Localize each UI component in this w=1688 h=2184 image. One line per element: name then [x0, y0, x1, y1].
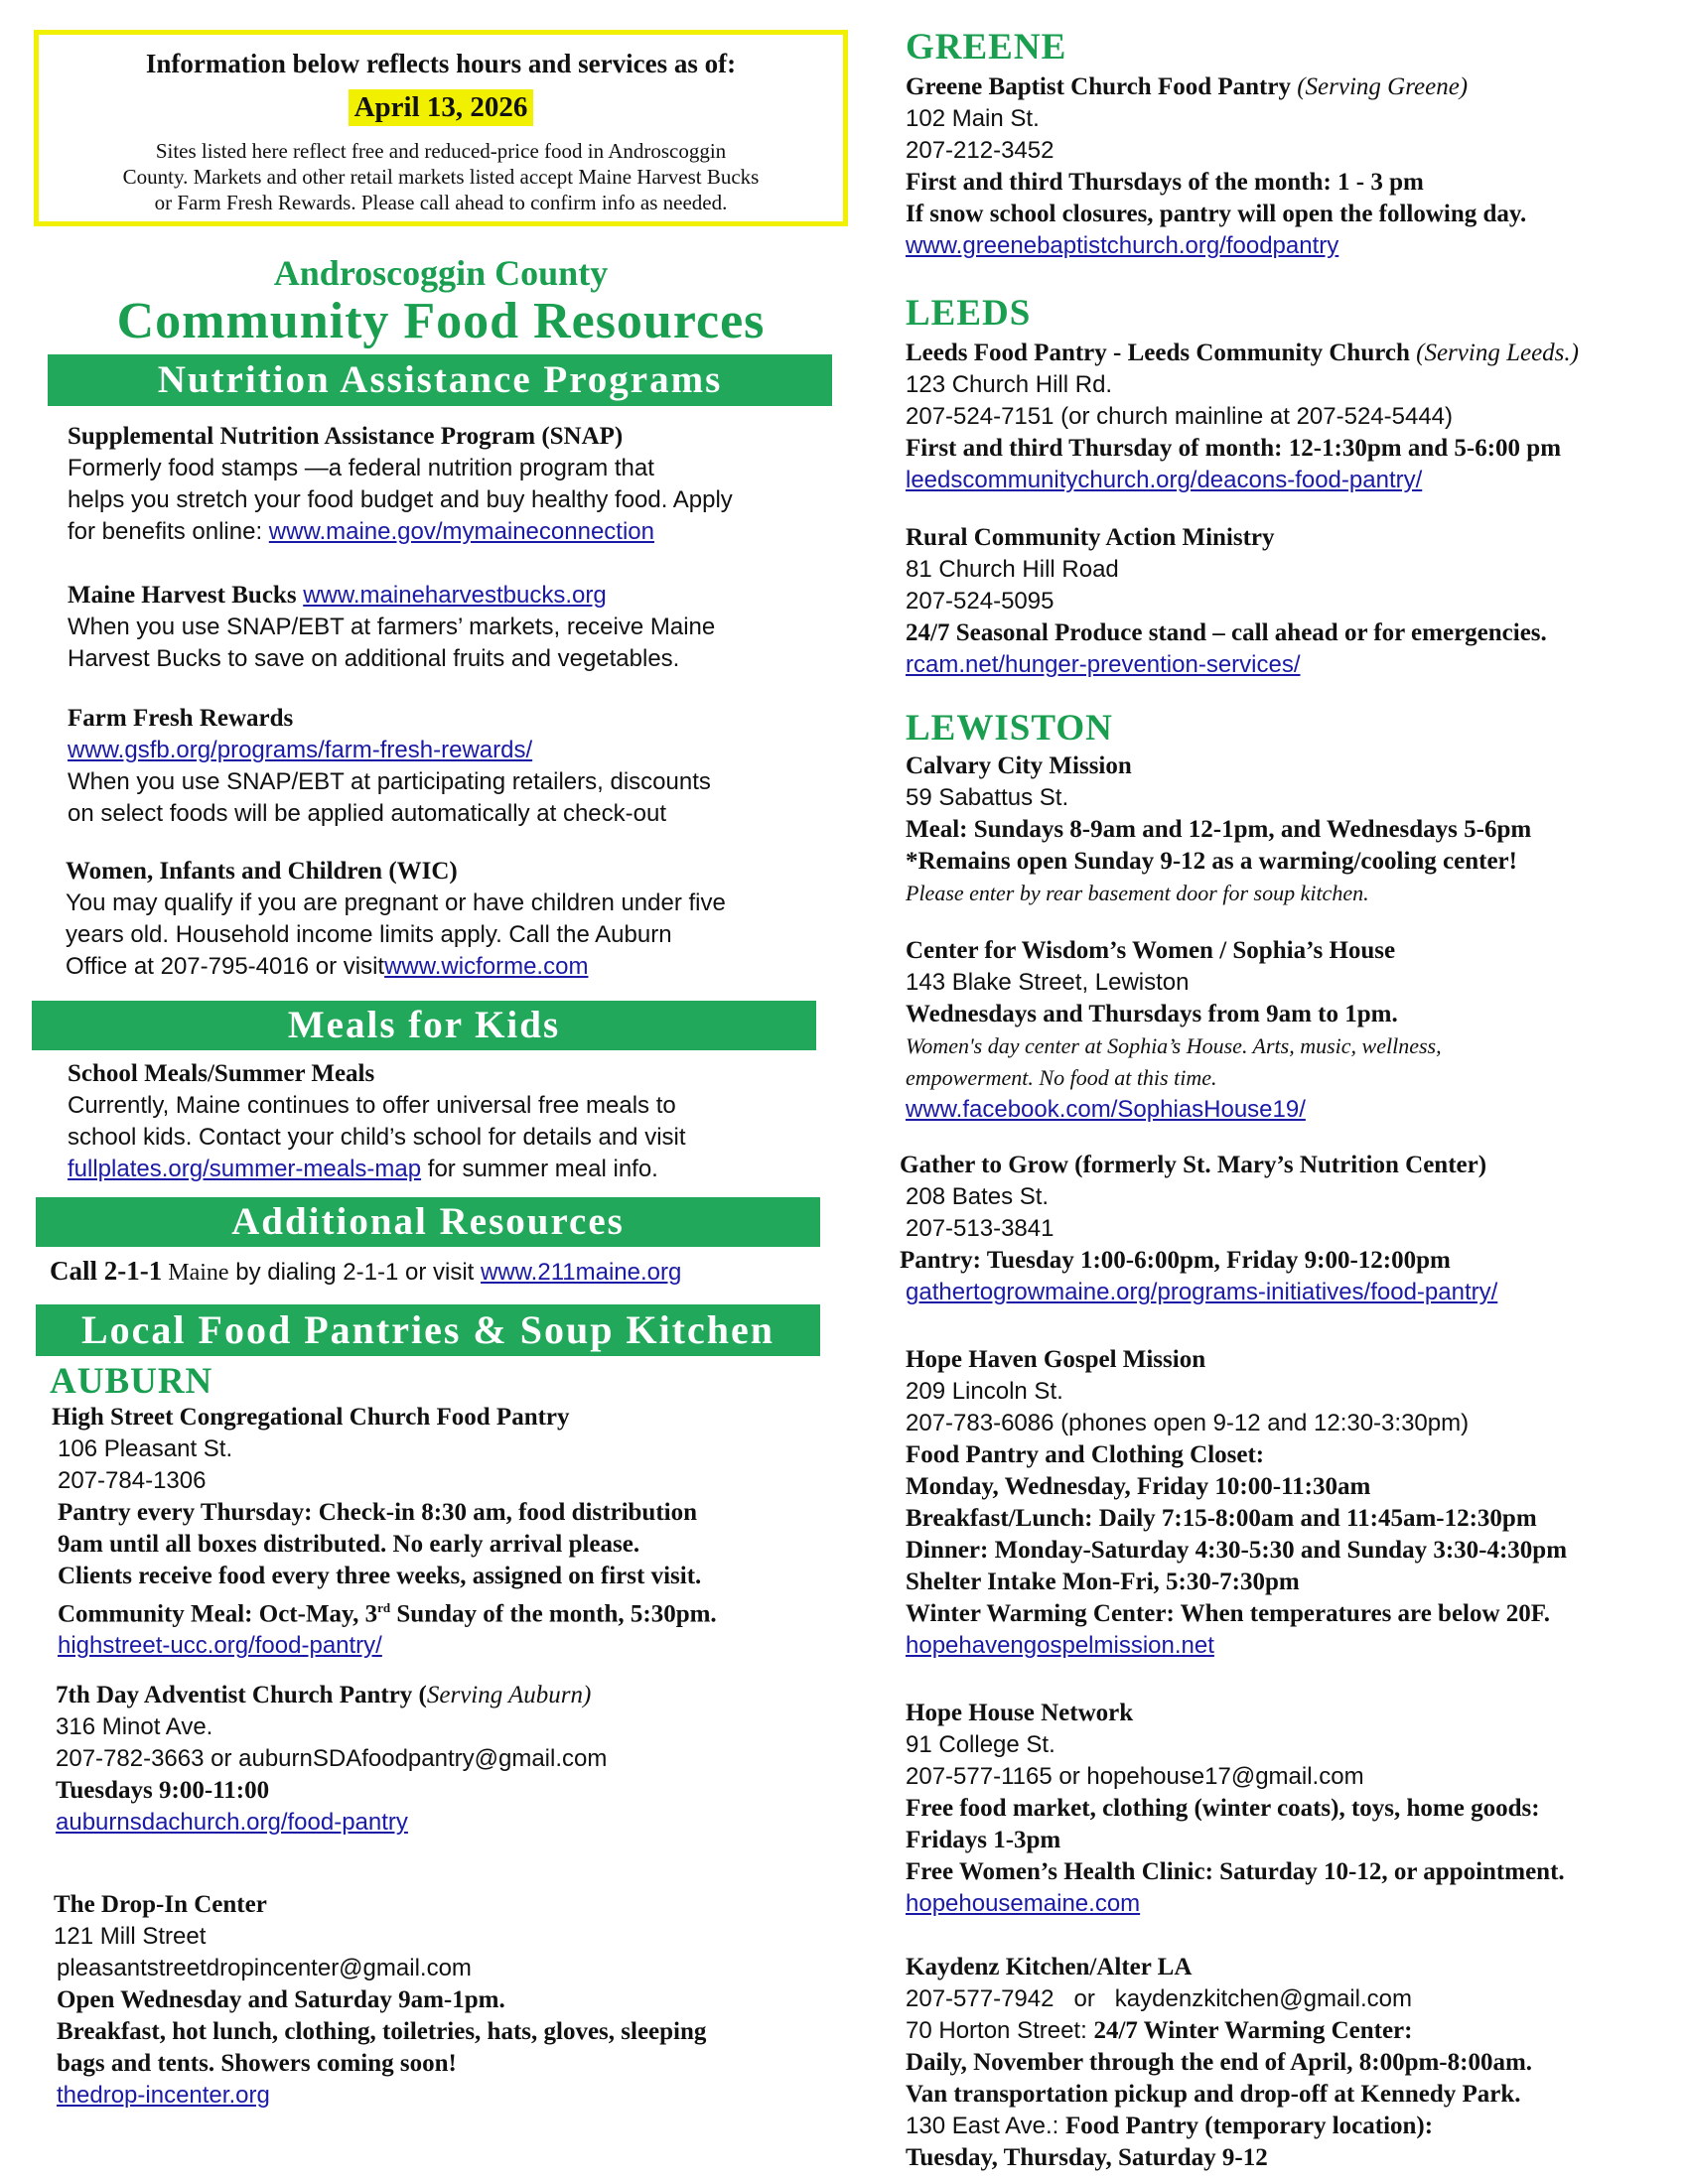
pantry-info: Daily, November through the end of April, 8:00pm-8:00am. [906, 2049, 1533, 2076]
pantry-phone: 207-212-3452 [906, 137, 1055, 164]
pantry-note: Women's day center at Sophia’s House. Arts, music, wellness, [906, 1033, 1442, 1058]
pantry-phone: 207-783-6086 (phones open 9-12 and 12:30-3:30pm) [906, 1410, 1470, 1436]
ffr-line: on select foods will be applied automatically at check-out [68, 800, 666, 827]
pantry-info: 9am until all boxes distributed. No early arrival please. [58, 1531, 640, 1558]
banner-pantries: Local Food Pantries & Soup Kitchen [36, 1304, 820, 1356]
kids-link[interactable]: fullplates.org/summer-meals-map [68, 1156, 422, 1182]
pantry-hope-house [906, 1698, 1685, 1920]
notice-desc-line: or Farm Fresh Rewards. Please call ahead to confirm info as needed. [154, 191, 728, 214]
pantry-name: Calvary City Mission [906, 752, 1132, 779]
pantry-link[interactable]: leedscommunitychurch.org/deacons-food-pantry/ [906, 467, 1423, 493]
mhb-line: When you use SNAP/EBT at farmers’ markets, receive Maine [68, 614, 716, 640]
mhb-link[interactable]: www.maineharvestbucks.org [303, 582, 607, 609]
kids-name: School Meals/Summer Meals [68, 1060, 375, 1087]
pantry-name-text: Leeds Food Pantry - Leeds Community Church [906, 340, 1417, 366]
pantry-address: 130 East Ave.: [906, 2113, 1066, 2139]
pantry-name-note: Serving Auburn) [426, 1682, 592, 1708]
banner-additional: Additional Resources [36, 1197, 820, 1247]
pantry-info: Wednesdays and Thursdays from 9am to 1pm. [906, 1001, 1398, 1027]
pantry-link[interactable]: hopehavengospelmission.net [906, 1632, 1214, 1659]
pantry-link[interactable]: highstreet-ucc.org/food-pantry/ [58, 1632, 382, 1660]
pantry-info [906, 2111, 1685, 2142]
notice-date: April 13, 2026 [349, 89, 534, 126]
pantry-info: Dinner: Monday-Saturday 4:30-5:30 and Sunday 3:30-4:30pm [906, 1537, 1568, 1564]
pantry-info: Shelter Intake Mon-Fri, 5:30-7:30pm [906, 1569, 1300, 1595]
page-title: Community Food Resources [116, 293, 766, 349]
pantry-link[interactable]: thedrop-incenter.org [57, 2082, 270, 2109]
pantry-calvary [906, 751, 1680, 909]
kids-line-text: for summer meal info. [421, 1156, 658, 1182]
wic-section [66, 856, 850, 983]
pantry-info: *Remains open Sunday 9-12 as a warming/cooling center! [906, 848, 1517, 875]
pantry-address: 102 Main St. [906, 105, 1040, 132]
pantry-name-text: 7th Day Adventist Church Pantry ( [56, 1682, 427, 1708]
pantry-info [52, 1592, 846, 1630]
banner-nutrition: Nutrition Assistance Programs [48, 354, 832, 406]
pantry-address: 106 Pleasant St. [58, 1435, 233, 1462]
snap-link[interactable]: www.maine.gov/mymaineconnection [268, 518, 654, 545]
kids-line: Currently, Maine continues to offer universal free meals to [68, 1092, 676, 1119]
ffr-line: When you use SNAP/EBT at participating retailers, discounts [68, 768, 711, 795]
wic-line: years old. Household income limits apply. Call the Auburn [66, 921, 672, 948]
mhb-name: Maine Harvest Bucks [68, 582, 297, 609]
pantry-info: Tuesdays 9:00-11:00 [56, 1777, 270, 1804]
pantry-link[interactable]: www.facebook.com/SophiasHouse19/ [906, 1096, 1306, 1123]
snap-line-text: for benefits online: [68, 518, 269, 545]
notice-heading: Information below reflects hours and services as of: [145, 49, 737, 78]
pantry-phone: 207-524-5095 [906, 588, 1055, 614]
pantry-info: Free food market, clothing (winter coats), toys, home goods: [906, 1795, 1540, 1822]
pantry-link[interactable]: auburnsdachurch.org/food-pantry [56, 1809, 408, 1836]
pantry-info-sup: rd [377, 1600, 391, 1615]
pantry-phone: 207-784-1306 [58, 1467, 207, 1494]
pantry-name [56, 1680, 850, 1711]
pantry-gather-to-grow [900, 1150, 1679, 1308]
snap-section [68, 421, 852, 548]
notice-desc-line: County. Markets and other retail markets listed accept Maine Harvest Bucks [122, 165, 760, 189]
pantry-name: The Drop-In Center [54, 1891, 267, 1918]
pantry-rcam [906, 522, 1680, 681]
snap-name: Supplemental Nutrition Assistance Program (SNAP) [68, 423, 624, 450]
pantry-info: Open Wednesday and Saturday 9am-1pm. [57, 1986, 505, 2013]
pantry-phone: 207-577-1165 or hopehouse17@gmail.com [906, 1763, 1364, 1790]
wic-line: You may qualify if you are pregnant or have children under five [66, 889, 726, 916]
pantry-info: Breakfast/Lunch: Daily 7:15-8:00am and 11:45am-12:30pm [906, 1505, 1537, 1532]
pantry-info-text: Sunday of the month, 5:30pm. [390, 1600, 717, 1628]
town-leeds: LEEDS [906, 293, 1032, 334]
pantry-high-street [52, 1402, 846, 1662]
notice-box [34, 30, 848, 226]
pantry-address: 316 Minot Ave. [56, 1713, 213, 1740]
pantry-name: Rural Community Action Ministry [906, 524, 1275, 551]
ffr-section [68, 703, 852, 830]
pantry-wisdom [906, 935, 1680, 1126]
pantry-phone: 207-513-3841 [906, 1215, 1055, 1242]
call-prefix: Call 2-1-1 [50, 1256, 163, 1286]
pantry-name [906, 71, 1680, 103]
pantry-name-note: (Serving Leeds.) [1416, 340, 1579, 366]
pantry-info: Clients receive food every three weeks, assigned on first visit. [58, 1563, 702, 1589]
snap-line [68, 516, 852, 548]
pantry-info: If snow school closures, pantry will open the following day. [906, 201, 1527, 227]
pantry-info: Fridays 1-3pm [906, 1827, 1061, 1853]
call-text: by dialing 2-1-1 or visit [228, 1259, 481, 1286]
snap-line: Formerly food stamps —a federal nutrition program that [68, 455, 654, 481]
kids-section [68, 1058, 852, 1185]
pantry-name: Hope Haven Gospel Mission [906, 1346, 1206, 1373]
pantry-email: pleasantstreetdropincenter@gmail.com [57, 1955, 472, 1981]
pantry-name [906, 338, 1685, 369]
ffr-name: Farm Fresh Rewards [68, 705, 294, 732]
pantry-info: Van transportation pickup and drop-off at Kennedy Park. [906, 2081, 1521, 2108]
county-title: Androscoggin County [273, 253, 609, 293]
pantry-info: First and third Thursdays of the month: 1 - 3 pm [906, 169, 1424, 196]
pantry-name: Hope House Network [906, 1700, 1134, 1726]
pantry-info: Tuesday, Thursday, Saturday 9-12 [906, 2144, 1268, 2171]
pantry-info-text: 24/7 Winter Warming Center: [1093, 2017, 1413, 2044]
pantry-name: Gather to Grow (formerly St. Mary’s Nutrition Center) [900, 1152, 1487, 1178]
pantry-info: Breakfast, hot lunch, clothing, toiletries, hats, gloves, sleeping [57, 2018, 707, 2045]
pantry-address: 143 Blake Street, Lewiston [906, 969, 1190, 996]
call-link[interactable]: www.211maine.org [481, 1259, 682, 1286]
call-maine: Maine [162, 1260, 229, 1286]
pantry-drop-in [54, 1889, 848, 2112]
pantry-address: 121 Mill Street [54, 1923, 207, 1950]
pantry-hope-haven [906, 1344, 1685, 1662]
mhb-line: Harvest Bucks to save on additional fruits and vegetables. [68, 645, 680, 672]
pantry-info: Free Women’s Health Clinic: Saturday 10-12, or appointment. [906, 1858, 1565, 1885]
pantry-info [906, 2015, 1685, 2047]
banner-kids: Meals for Kids [32, 1001, 816, 1050]
pantry-phone: 207-577-7942 or kaydenzkitchen@gmail.com [906, 1985, 1412, 2012]
pantry-name: Kaydenz Kitchen/Alter LA [906, 1954, 1193, 1980]
mhb-section [68, 580, 852, 675]
pantry-info: Monday, Wednesday, Friday 10:00-11:30am [906, 1473, 1371, 1500]
snap-line: helps you stretch your food budget and buy healthy food. Apply [68, 486, 733, 513]
pantry-info: Pantry: Tuesday 1:00-6:00pm, Friday 9:00-12:00pm [900, 1247, 1451, 1274]
pantry-info-text: Community Meal: Oct-May, 3 [58, 1600, 378, 1628]
pantry-info: First and third Thursday of month: 12-1:30pm and 5-6:00 pm [906, 435, 1562, 462]
pantry-link[interactable]: rcam.net/hunger-prevention-services/ [906, 651, 1301, 678]
notice-description [53, 138, 829, 215]
pantry-address: 123 Church Hill Rd. [906, 371, 1113, 398]
wic-name: Women, Infants and Children (WIC) [66, 858, 458, 885]
wic-line [66, 951, 850, 983]
pantry-address: 209 Lincoln St. [906, 1378, 1063, 1405]
pantry-name: Center for Wisdom’s Women / Sophia’s House [906, 937, 1396, 964]
pantry-note: Please enter by rear basement door for soup kitchen. [906, 881, 1369, 905]
pantry-adventist [56, 1680, 850, 1839]
pantry-kaydenz [906, 1952, 1685, 2174]
kids-line: school kids. Contact your child’s school for details and visit [68, 1124, 686, 1151]
pantry-address: 81 Church Hill Road [906, 556, 1119, 583]
pantry-address: 91 College St. [906, 1731, 1055, 1758]
pantry-name: High Street Congregational Church Food Pantry [52, 1404, 570, 1431]
pantry-info: 24/7 Seasonal Produce stand – call ahead or for emergencies. [906, 619, 1547, 646]
wic-link[interactable]: www.wicforme.com [384, 953, 589, 980]
ffr-link[interactable]: www.gsfb.org/programs/farm-fresh-rewards/ [68, 737, 533, 763]
pantry-info-text: Food Pantry (temporary location): [1065, 2113, 1434, 2139]
pantry-phone: 207-782-3663 or auburnSDAfoodpantry@gmail.com [56, 1745, 608, 1772]
town-greene: GREENE [906, 27, 1067, 68]
pantry-info: bags and tents. Showers coming soon! [57, 2050, 457, 2077]
pantry-name-text: Greene Baptist Church Food Pantry [906, 73, 1298, 100]
town-lewiston: LEWISTON [906, 708, 1113, 749]
pantry-phone: 207-524-7151 (or church mainline at 207-524-5444) [906, 403, 1454, 430]
pantry-note: empowerment. No food at this time. [906, 1065, 1217, 1090]
pantry-link[interactable]: www.greenebaptistchurch.org/foodpantry [906, 232, 1339, 259]
pantry-link[interactable]: hopehousemaine.com [906, 1890, 1141, 1917]
pantry-info: Food Pantry and Clothing Closet: [906, 1441, 1265, 1468]
call-211 [50, 1255, 844, 1289]
pantry-info: Pantry every Thursday: Check-in 8:30 am, food distribution [58, 1499, 698, 1526]
pantry-address: 70 Horton Street: [906, 2017, 1094, 2044]
kids-line [68, 1154, 852, 1185]
pantry-address: 208 Bates St. [906, 1183, 1050, 1210]
pantry-info: Meal: Sundays 8-9am and 12-1pm, and Wednesdays 5-6pm [906, 816, 1532, 843]
wic-line-text: Office at 207-795-4016 or visit [66, 953, 385, 980]
pantry-greene-baptist [906, 71, 1680, 262]
pantry-address: 59 Sabattus St. [906, 784, 1069, 811]
town-auburn: AUBURN [50, 1361, 213, 1402]
pantry-leeds [906, 338, 1685, 496]
notice-desc-line: Sites listed here reflect free and reduced-price food in Androscoggin [155, 139, 727, 163]
pantry-info: Winter Warming Center: When temperatures are below 20F. [906, 1600, 1551, 1627]
pantry-name-note: (Serving Greene) [1297, 73, 1469, 100]
pantry-link[interactable]: gathertogrowmaine.org/programs-initiatives/food-pantry/ [906, 1279, 1498, 1305]
